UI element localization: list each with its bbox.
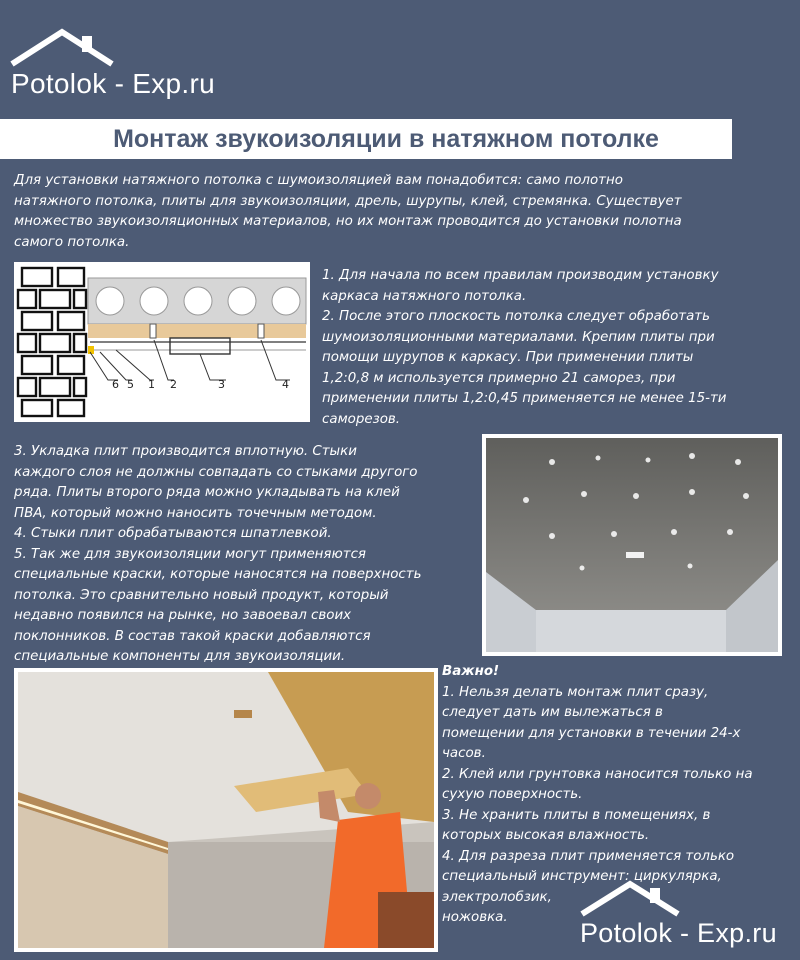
step-line: помощи шурупов к каркасу. При применении плиты: [322, 350, 694, 365]
note-line: ножовка.: [442, 910, 508, 925]
step-line: недавно появился на рынке, но завоевал своих: [14, 608, 352, 623]
brand-name: Potolok - Exp.ru: [580, 918, 777, 948]
step-line: каждого слоя не должны совпадать со стыками другого: [14, 464, 418, 480]
diagram-label: 3: [218, 378, 225, 391]
important-heading: Важно!: [442, 664, 500, 679]
ceiling-panels-photo: [482, 434, 782, 656]
step-line: 1. Для начала по всем правилам производим установку: [322, 268, 719, 283]
diagram-label: 4: [282, 378, 289, 391]
note-line: помещении для установки в течении 24-х: [442, 725, 741, 741]
note-line: часов.: [442, 746, 486, 761]
steps-3-5-paragraph: [14, 442, 476, 668]
step-line: 4. Стыки плит обрабатываются шпатлевкой.: [14, 526, 332, 541]
note-line: 2. Клей или грунтовка наносится только на: [442, 766, 753, 782]
logo-top[interactable]: [8, 28, 215, 99]
step-line: каркаса натяжного потолка.: [322, 288, 527, 304]
intro-line: самого потолка.: [14, 234, 130, 250]
diagram-label: 2: [170, 378, 177, 391]
note-line: которых высокая влажность.: [442, 828, 650, 843]
house-roof-icon: [8, 28, 118, 68]
brand-name: Potolok - Exp.ru: [11, 68, 215, 99]
step-line: специальные компоненты для звукоизоляции.: [14, 649, 346, 664]
step-line: поклонников. В состав такой краски добавляются: [14, 628, 371, 644]
worker-installing-photo: [14, 668, 438, 952]
intro-line: натяжного потолка, плиты для звукоизоляции, дрель, шурупы, клей, стремянка. Существует: [14, 193, 682, 209]
steps-1-2-paragraph: [322, 266, 792, 430]
house-roof-icon: [578, 880, 686, 918]
step-line: специальные краски, которые наносятся на поверхность: [14, 567, 422, 582]
note-line: электролобзик,: [442, 889, 552, 905]
intro-line: множество звукоизоляционных материалов, но их монтаж проводится до установки полотна: [14, 214, 682, 229]
diagram-label: 1: [148, 378, 155, 391]
step-line: шумоизоляционными материалами. Крепим плиты при: [322, 329, 715, 345]
note-line: 1. Нельзя делать монтаж плит сразу,: [442, 684, 709, 700]
note-line: следует дать им вылежаться в: [442, 705, 663, 720]
step-line: потолка. Это сравнительно новый продукт, который: [14, 587, 389, 603]
logo-bottom[interactable]: [578, 880, 777, 948]
step-line: ПВА, который можно наносить точечным методом.: [14, 505, 377, 521]
note-line: 3. Не хранить плиты в помещениях, в: [442, 807, 711, 823]
intro-paragraph: [14, 171, 794, 253]
step-line: 2. После этого плоскость потолка следует обработать: [322, 309, 710, 324]
step-line: применении плиты 1,2:0,45 применяется не менее 15-ти: [322, 391, 727, 406]
brick-wall: [18, 268, 86, 416]
ceiling-diagram: [14, 262, 310, 422]
step-line: ряда. Плиты второго ряда можно укладывать на клей: [14, 485, 400, 500]
step-line: 1,2:0,8 м используется примерно 21 саморез, при: [322, 370, 676, 386]
step-line: 5. Так же для звукоизоляции могут применяются: [14, 546, 366, 562]
step-line: саморезов.: [322, 411, 401, 427]
diagram-label: 5: [127, 378, 134, 391]
diagram-label: 6: [112, 378, 119, 391]
step-line: 3. Укладка плит производится вплотную. Стыки: [14, 444, 357, 459]
note-line: специальный инструмент: циркулярка,: [442, 869, 722, 884]
note-line: сухую поверхность.: [442, 787, 583, 802]
intro-line: Для установки натяжного потолка с шумоизоляцией вам понадобится: само полотно: [14, 173, 623, 188]
page-title: Монтаж звукоизоляции в натяжном потолке: [0, 119, 732, 159]
insulation-layer: [88, 324, 306, 338]
note-line: 4. Для разреза плит применяется только: [442, 848, 735, 864]
